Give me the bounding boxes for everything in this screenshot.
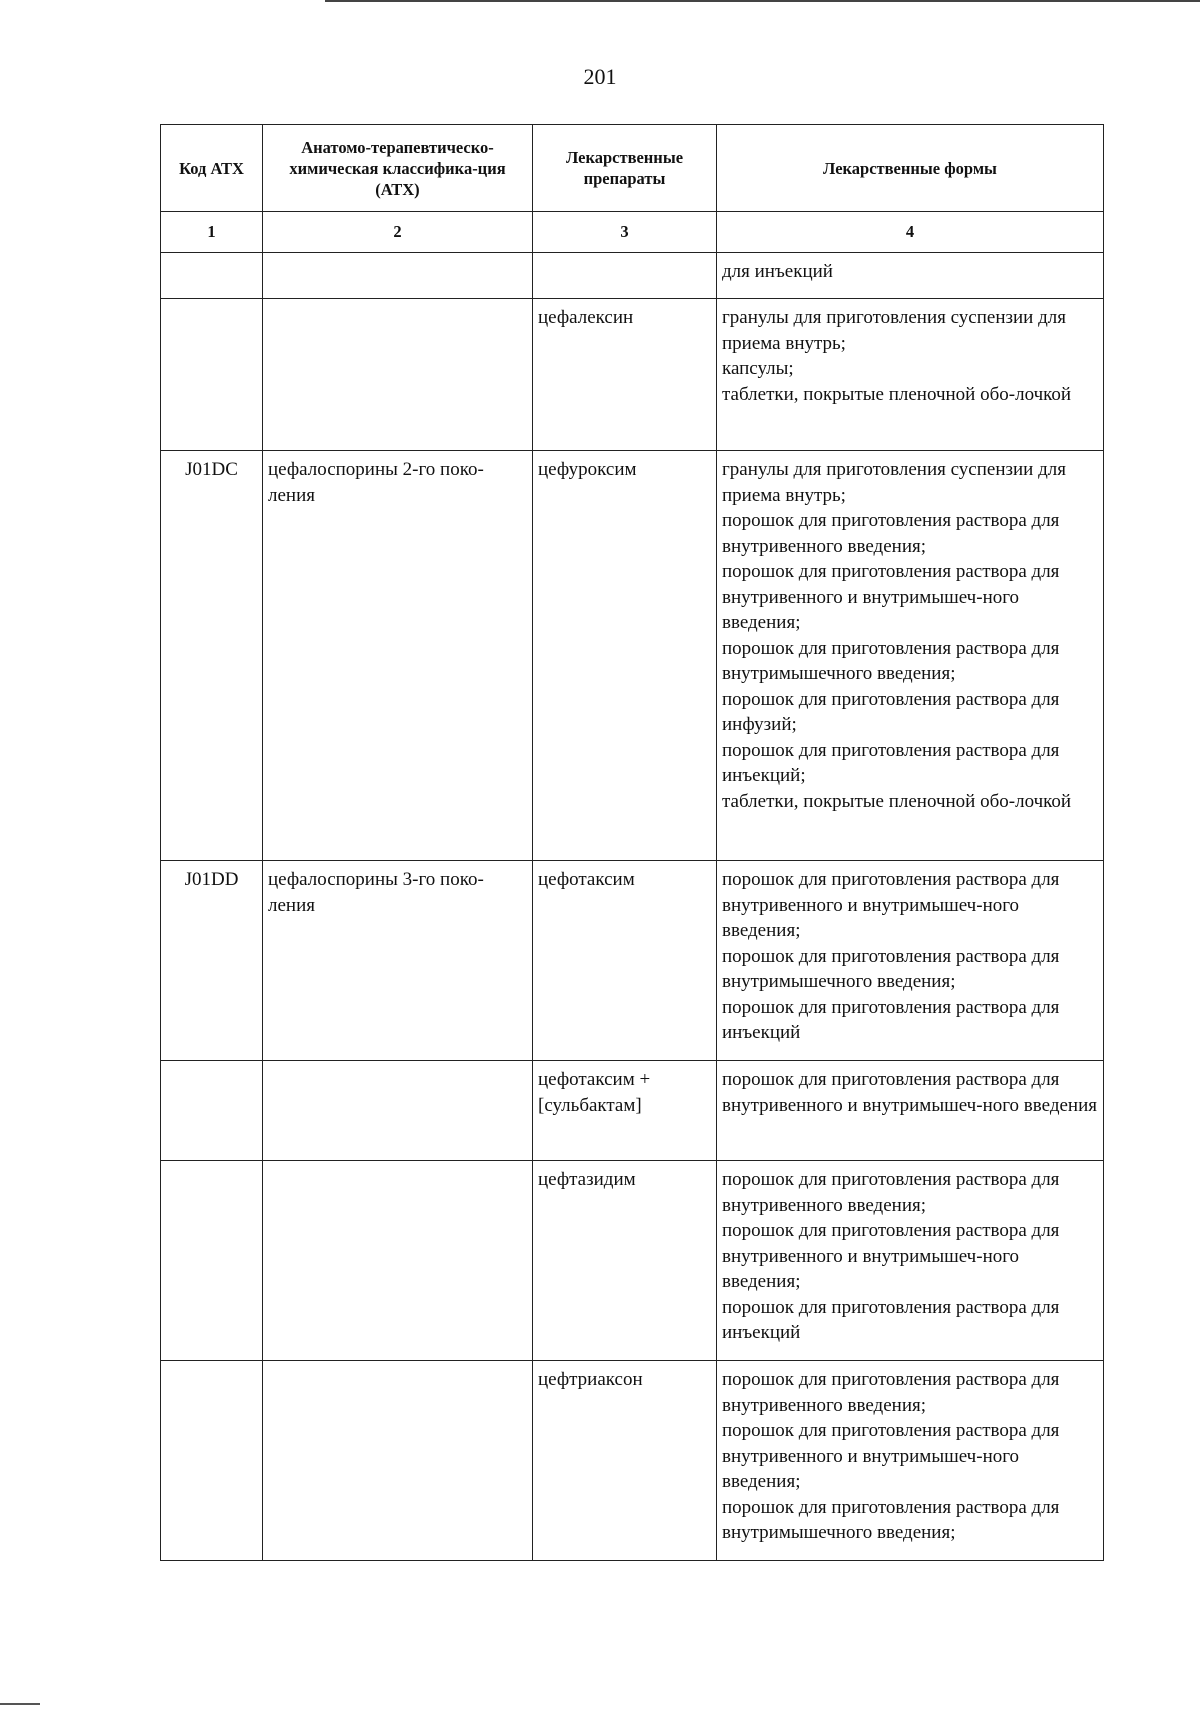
column-number: 2 (263, 212, 533, 253)
classification-cell (263, 299, 533, 451)
classification-cell (263, 1061, 533, 1161)
forms-cell: порошок для приготовления раствора для внутривенного и внутримышеч-ного введения; порошок для приготовления раствора для внутримышечного введения; порошок для приготовления раствора для инъекций (717, 861, 1104, 1061)
scan-edge-mark (0, 1703, 40, 1705)
classification-cell (263, 1161, 533, 1361)
classification-cell: цефалоспорины 3-го поко-ления (263, 861, 533, 1061)
column-number: 3 (533, 212, 717, 253)
atx-code-cell (161, 1361, 263, 1561)
atx-code-cell (161, 253, 263, 299)
header-atx-code: Код АТХ (161, 125, 263, 212)
table-row (161, 1161, 1104, 1361)
atx-table (160, 124, 1104, 1561)
forms-cell: порошок для приготовления раствора для внутривенного введения; порошок для приготовления раствора для внутривенного и внутримышеч-ного введения; порошок для приготовления раствора для инъекций (717, 1161, 1104, 1361)
drug-cell: цефтазидим (533, 1161, 717, 1361)
column-number: 4 (717, 212, 1104, 253)
table-row (161, 861, 1104, 1061)
drug-cell: цефалексин (533, 299, 717, 451)
drug-cell: цефтриаксон (533, 1361, 717, 1561)
drug-cell: цефотаксим + [сульбактам] (533, 1061, 717, 1161)
drug-cell: цефуроксим (533, 451, 717, 861)
classification-cell (263, 1361, 533, 1561)
forms-cell: порошок для приготовления раствора для внутривенного и внутримышеч-ного введения (717, 1061, 1104, 1161)
atx-code-cell (161, 299, 263, 451)
forms-cell: гранулы для приготовления суспензии для приема внутрь; порошок для приготовления раствора для внутривенного введения; порошок для приготовления раствора для внутривенного и внутримышеч-ного введения; порошок для приготовления раствора для внутримышечного введения; порошок для приготовления раствора для инфузий; порошок для приготовления раствора для инъекций; таблетки, покрытые пленочной обо-лочкой (717, 451, 1104, 861)
page-number: 201 (583, 64, 617, 89)
table-row (161, 1061, 1104, 1161)
column-number: 1 (161, 212, 263, 253)
header-drugs: Лекарственные препараты (533, 125, 717, 212)
drug-cell (533, 253, 717, 299)
atx-code-cell (161, 1061, 263, 1161)
classification-cell: цефалоспорины 2-го поко-ления (263, 451, 533, 861)
atx-code-cell: J01DC (161, 451, 263, 861)
table-row (161, 1361, 1104, 1561)
top-rule (325, 0, 1200, 2)
table-row (161, 451, 1104, 861)
forms-cell: порошок для приготовления раствора для внутривенного введения; порошок для приготовления раствора для внутривенного и внутримышеч-ного введения; порошок для приготовления раствора для внутримышечного введения; (717, 1361, 1104, 1561)
atx-code-cell (161, 1161, 263, 1361)
column-number-row (161, 212, 1104, 253)
table-row (161, 299, 1104, 451)
classification-cell (263, 253, 533, 299)
atx-code-cell: J01DD (161, 861, 263, 1061)
forms-cell: для инъекций (717, 253, 1104, 299)
table-row (161, 253, 1104, 299)
drug-cell: цефотаксим (533, 861, 717, 1061)
header-atx-classification: Анатомо-терапевтическо-химическая классифика-ция (АТХ) (263, 125, 533, 212)
header-dosage-forms: Лекарственные формы (717, 125, 1104, 212)
forms-cell: гранулы для приготовления суспензии для приема внутрь; капсулы; таблетки, покрытые пленочной обо-лочкой (717, 299, 1104, 451)
header-row (161, 125, 1104, 212)
